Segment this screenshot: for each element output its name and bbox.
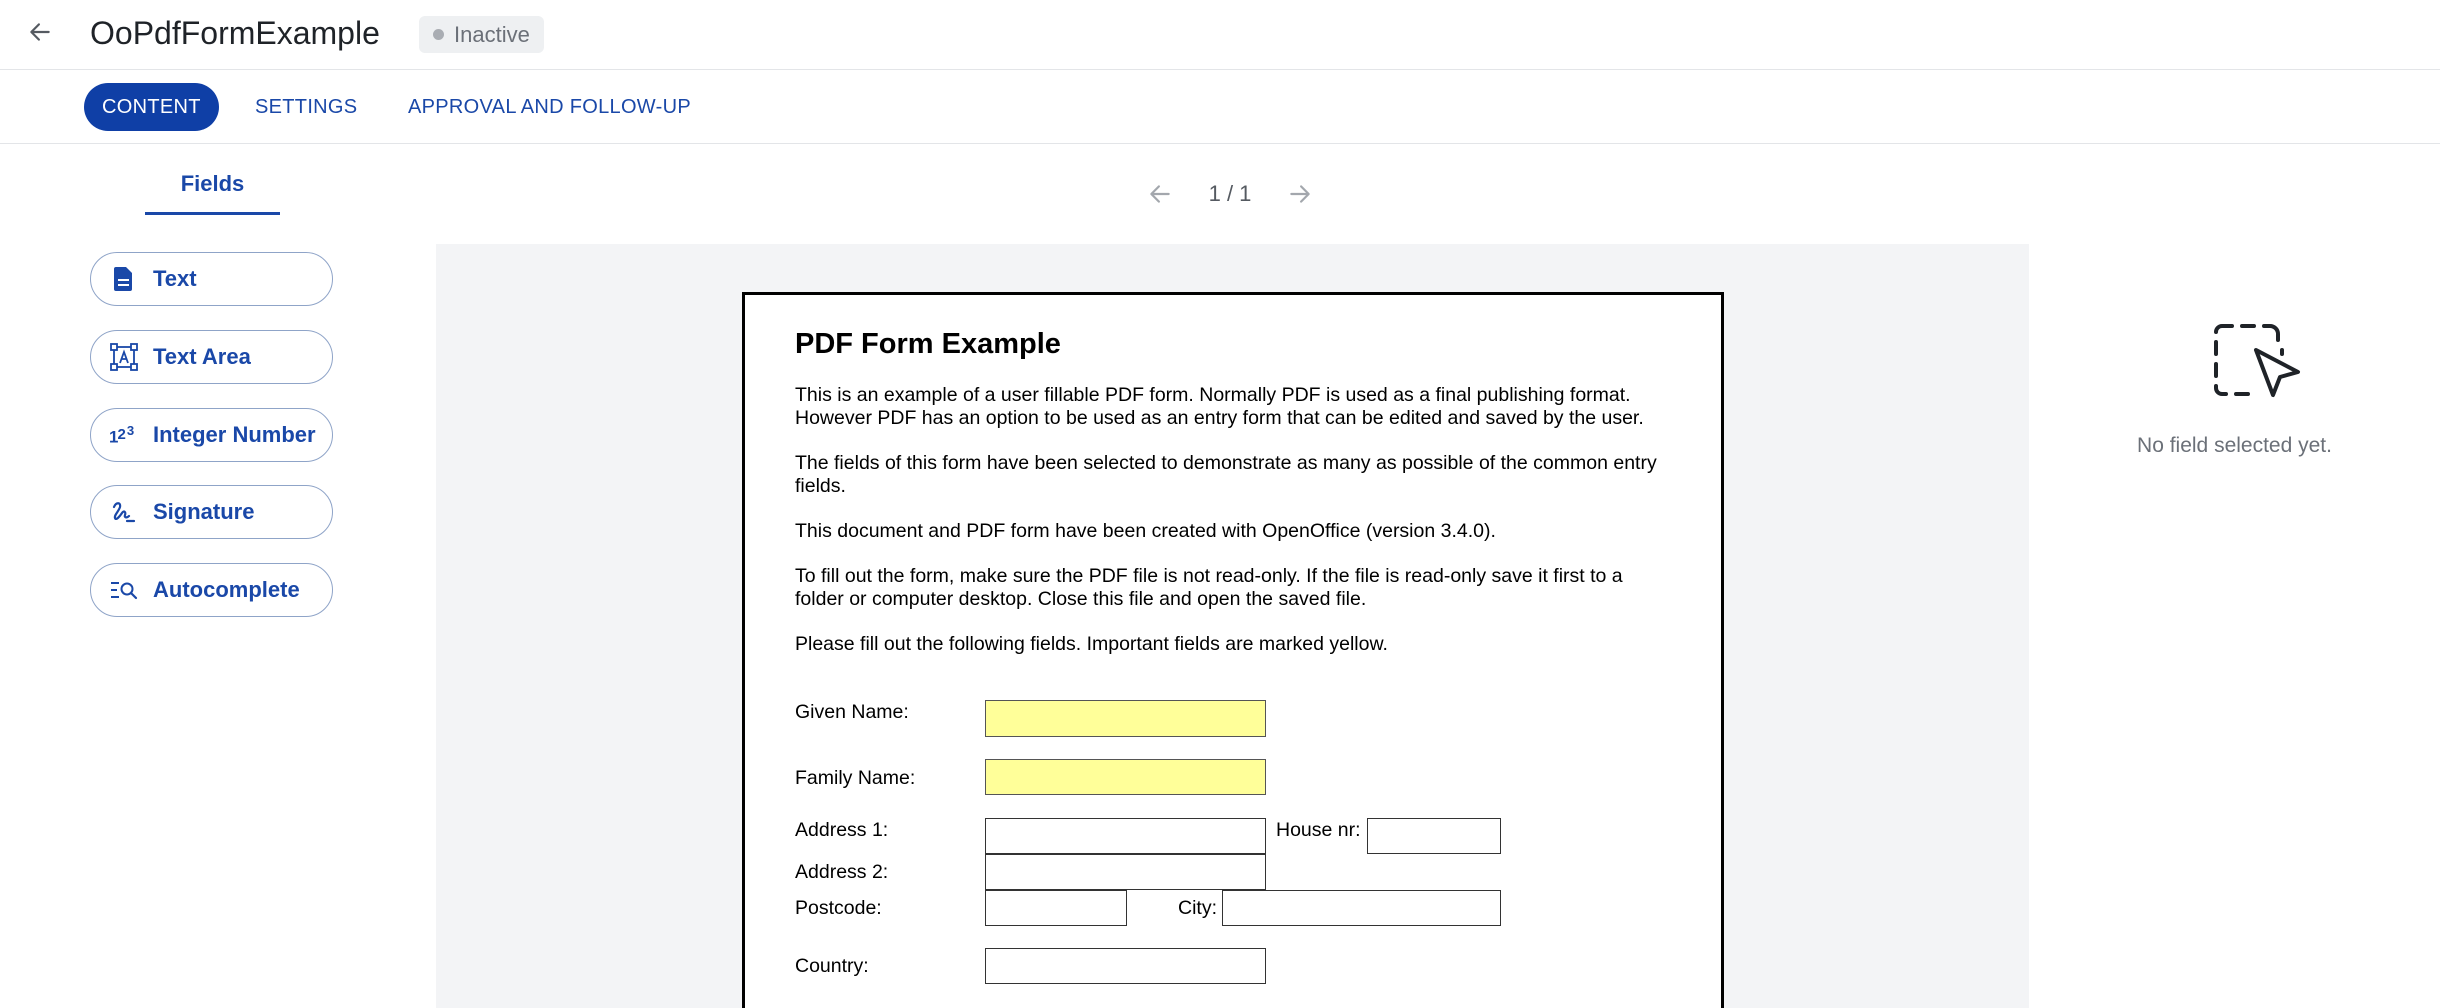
next-page-button[interactable] bbox=[1285, 179, 1315, 209]
back-button[interactable] bbox=[22, 14, 58, 50]
country-field[interactable] bbox=[985, 948, 1266, 984]
given-name-label: Given Name: bbox=[795, 701, 909, 723]
address2-field[interactable] bbox=[985, 854, 1266, 890]
field-button-integer-number[interactable] bbox=[90, 408, 333, 462]
tab-settings[interactable]: SETTINGS bbox=[255, 95, 358, 118]
address2-label: Address 2: bbox=[795, 861, 889, 883]
postcode-field[interactable] bbox=[985, 890, 1127, 926]
arrow-right-icon bbox=[1287, 181, 1313, 207]
previous-page-button[interactable] bbox=[1145, 179, 1175, 209]
arrow-left-icon bbox=[27, 19, 53, 45]
field-button-label: Autocomplete bbox=[153, 577, 300, 602]
address1-field[interactable] bbox=[985, 818, 1266, 854]
document-icon bbox=[109, 264, 139, 294]
field-button-label: Signature bbox=[153, 499, 255, 524]
field-properties-panel bbox=[2029, 244, 2440, 1008]
postcode-label: Postcode: bbox=[795, 897, 882, 919]
family-name-field[interactable] bbox=[985, 759, 1266, 795]
field-button-text[interactable] bbox=[90, 252, 333, 306]
tab-approval-and-follow-up[interactable]: APPROVAL AND FOLLOW-UP bbox=[408, 95, 691, 118]
house-nr-field[interactable] bbox=[1367, 818, 1501, 854]
field-button-label: Text Area bbox=[153, 344, 251, 369]
country-label: Country: bbox=[795, 955, 869, 977]
select-cursor-icon bbox=[2204, 314, 2304, 414]
pdf-page bbox=[742, 292, 1724, 1008]
family-name-label: Family Name: bbox=[795, 767, 916, 789]
svg-text:2: 2 bbox=[117, 425, 126, 443]
pdf-paragraph: This is an example of a user fillable PDF form. Normally PDF is used as a final publishing format. However PDF has an option to be used as an entry form that can be edited and saved by the user. bbox=[795, 384, 1644, 429]
autocomplete-icon bbox=[109, 575, 139, 605]
city-field[interactable] bbox=[1222, 890, 1501, 926]
number-icon bbox=[109, 420, 139, 450]
page-indicator: 1 / 1 bbox=[1208, 181, 1252, 206]
address1-label: Address 1: bbox=[795, 819, 889, 841]
pdf-paragraph: This document and PDF form have been created with OpenOffice (version 3.4.0). bbox=[795, 520, 1496, 542]
page-title: OoPdfFormExample bbox=[90, 15, 380, 51]
signature-icon bbox=[109, 497, 139, 527]
status-dot-icon bbox=[433, 29, 444, 40]
fields-panel bbox=[0, 145, 436, 1008]
field-button-signature[interactable] bbox=[90, 485, 333, 539]
city-label: City: bbox=[1178, 897, 1217, 919]
tab-bar bbox=[0, 71, 2440, 144]
tab-content[interactable]: CONTENT bbox=[84, 83, 219, 131]
pdf-title: PDF Form Example bbox=[795, 328, 1061, 360]
status-badge bbox=[419, 16, 544, 53]
page-navigator bbox=[1100, 170, 1360, 218]
pdf-paragraph: The fields of this form have been selected to demonstrate as many as possible of the common entry fields. bbox=[795, 452, 1657, 497]
given-name-field[interactable] bbox=[985, 700, 1266, 737]
svg-text:1: 1 bbox=[109, 427, 119, 447]
status-text: Inactive bbox=[454, 21, 530, 47]
pdf-paragraph: To fill out the form, make sure the PDF file is not read-only. If the file is read-only save it first to a folder or computer desktop. Close this file and open the saved file. bbox=[795, 565, 1623, 610]
text-area-icon bbox=[109, 342, 139, 372]
pdf-paragraph: Please fill out the following fields. Important fields are marked yellow. bbox=[795, 633, 1388, 655]
arrow-left-icon bbox=[1147, 181, 1173, 207]
field-button-autocomplete[interactable] bbox=[90, 563, 333, 617]
field-button-label: Text bbox=[153, 266, 197, 291]
field-button-label: Integer Number bbox=[153, 422, 316, 447]
house-nr-label: House nr: bbox=[1276, 819, 1361, 841]
pdf-canvas[interactable] bbox=[436, 244, 2029, 1008]
field-button-text-area[interactable] bbox=[90, 330, 333, 384]
empty-state-message: No field selected yet. bbox=[2137, 434, 2332, 457]
svg-text:3: 3 bbox=[126, 423, 135, 438]
header bbox=[0, 0, 2440, 70]
tab-fields[interactable]: Fields bbox=[145, 167, 280, 215]
